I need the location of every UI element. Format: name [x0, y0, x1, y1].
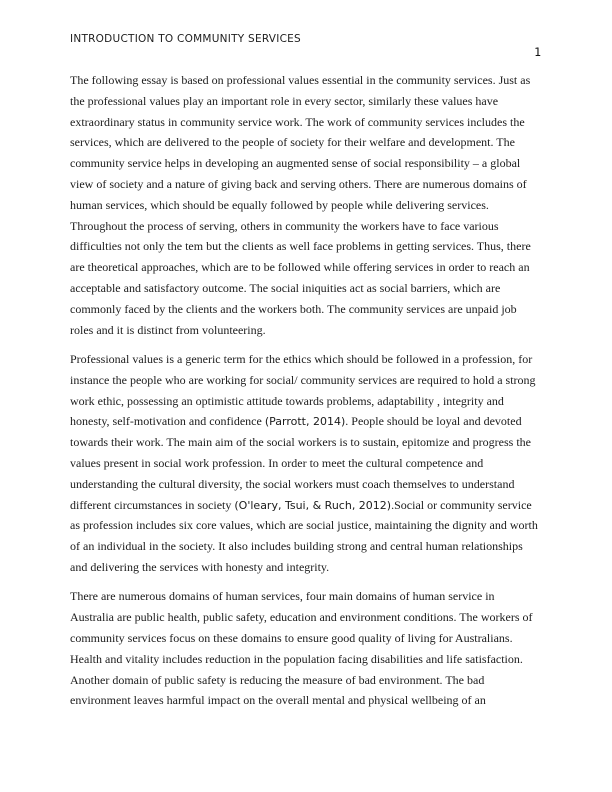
body-text: There are numerous domains of human services, four main domains of human service in [70, 589, 495, 604]
text-line [70, 586, 544, 607]
text-line [70, 91, 544, 112]
body-text: and delivering the services with honesty and integrity. [70, 559, 330, 574]
text-line [70, 515, 544, 536]
text-line [70, 112, 544, 133]
text-line [70, 628, 544, 649]
body-text: different circumstances in society [70, 497, 235, 512]
body-text: are theoretical approaches, which are to be followed while offering services in order to reach an [70, 260, 530, 275]
body-text: of an individual in the society. It also includes building strong and central human relationships [70, 539, 523, 554]
text-line [70, 391, 544, 412]
citation-text: (O'leary, Tsui, & Ruch, 2012) [234, 498, 392, 512]
body-text: Professional values is a generic term for the ethics which should be followed in a profession, for [70, 351, 533, 366]
body-text: the professional values play an important role in every sector, similarly these values have [70, 93, 499, 108]
body-text: acceptable and satisfactory outcome. The social iniquities act as social barriers, which are [70, 280, 501, 295]
body-text: human services, which should be equally followed by people while delivering services. [70, 197, 489, 212]
text-line [70, 495, 544, 516]
text-line [70, 557, 544, 578]
body-text: difficulties not only the tem but the clients as well face problems in getting services. Thus, there [70, 239, 531, 254]
text-line [70, 174, 544, 195]
document-title: INTRODUCTION TO COMMUNITY SERVICES [70, 33, 301, 45]
body-text: commonly faced by the clients and the workers both. The community services are unpaid job [70, 301, 517, 316]
text-line [70, 649, 544, 670]
text-line [70, 370, 544, 391]
text-line [70, 474, 544, 495]
body-text: understanding the cultural diversity, the social workers must coach themselves to understand [70, 476, 515, 491]
text-line [70, 70, 544, 91]
body-text: work ethic, possessing an optimistic attitude towards problems, adaptability , integrity and [70, 393, 504, 408]
text-line [70, 132, 544, 153]
text-line [70, 607, 544, 628]
text-line [70, 411, 544, 432]
body-text: towards their work. The main aim of the social workers is to sustain, epitomize and progress the [70, 435, 532, 450]
text-line [70, 216, 544, 237]
text-line [70, 536, 544, 557]
text-line [70, 320, 544, 341]
body-text: Another domain of public safety is reducing the measure of bad environment. The bad [70, 672, 485, 687]
body-text: as profession includes six core values, which are social justice, maintaining the dignity and worth [70, 518, 538, 533]
text-line [70, 257, 544, 278]
body-text: community services focus on these domains to ensure good quality of living for Australians. [70, 630, 513, 645]
body-text: services, which are delivered to the people of society for their welfare and development. The [70, 135, 515, 150]
paragraph [70, 586, 544, 711]
body-text: honesty, self-motivation and confidence [70, 414, 265, 429]
text-line [70, 236, 544, 257]
body-text: roles and it is distinct from volunteering. [70, 322, 266, 337]
body-text: Australia are public health, public safety, education and environment conditions. The workers of [70, 610, 533, 625]
body-text: view of society and a nature of giving back and serving others. There are numerous domains of [70, 176, 527, 191]
body-text: extraordinary status in community service work. The work of community services includes the [70, 114, 525, 129]
text-line [70, 278, 544, 299]
body-text: The following essay is based on professional values essential in the community services. Just as [70, 73, 531, 87]
text-line [70, 349, 544, 370]
text-line [70, 195, 544, 216]
body-text: environment leaves harmful impact on the overall mental and physical wellbeing of an [70, 693, 486, 708]
body-text: Health and vitality includes reduction in the population facing disabilities and life satisfaction. [70, 651, 523, 666]
document-body [70, 70, 544, 720]
text-line [70, 690, 544, 711]
body-text: . People should be loyal and devoted [345, 414, 522, 429]
body-text: community service helps in developing an augmented sense of social responsibility – a global [70, 156, 521, 171]
page-number: 1 [534, 45, 541, 59]
body-text: .Social or community service [391, 497, 532, 512]
text-line [70, 153, 544, 174]
body-text: Throughout the process of serving, others in community the workers have to face various [70, 218, 499, 233]
text-line [70, 299, 544, 320]
text-line [70, 453, 544, 474]
citation-text: (Parrott, 2014) [264, 415, 346, 429]
body-text: instance the people who are working for social/ community services are required to hold a strong [70, 372, 536, 387]
text-line [70, 670, 544, 691]
text-line [70, 432, 544, 453]
paragraph [70, 70, 544, 340]
paragraph [70, 349, 544, 578]
body-text: values present in social work profession. In order to meet the cultural competence and [70, 455, 484, 470]
